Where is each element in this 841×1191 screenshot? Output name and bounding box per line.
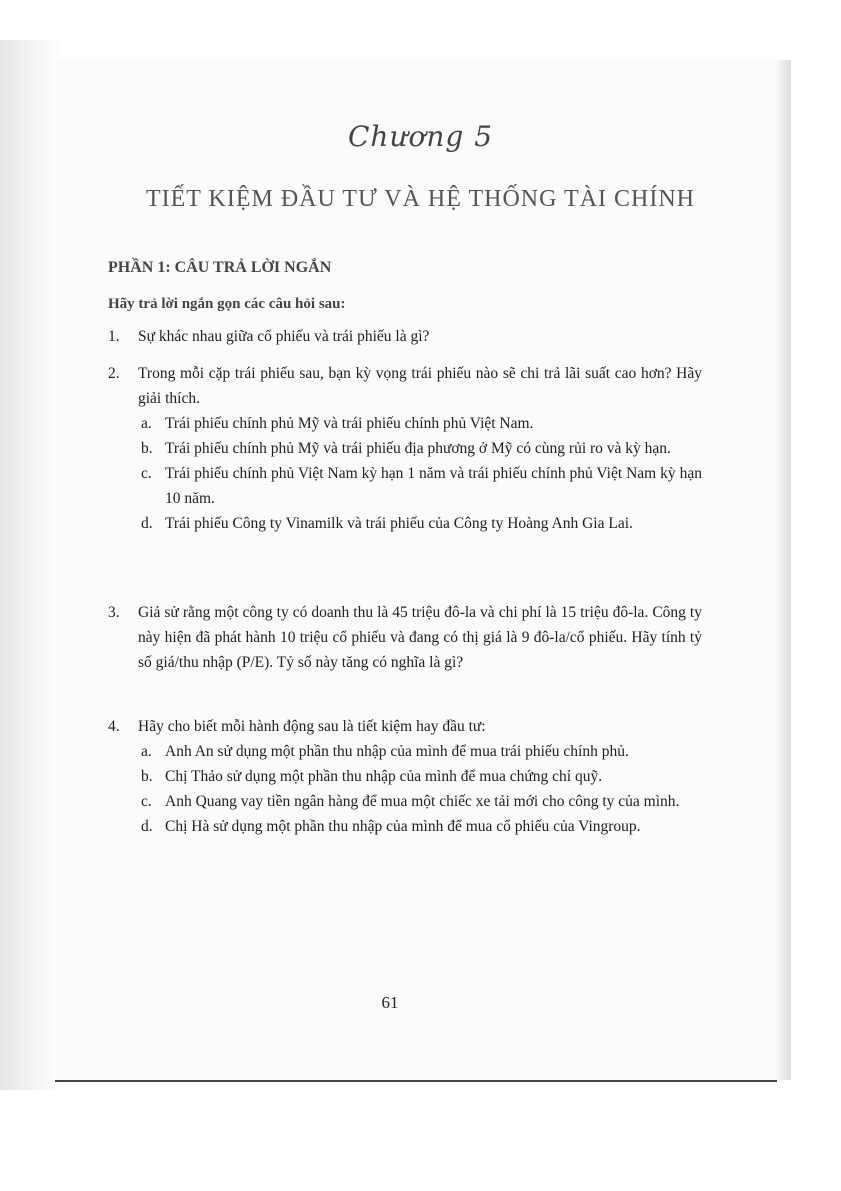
sub-item-c [108, 789, 702, 814]
part-heading: PHẦN 1: CÂU TRẢ LỜI NGẮN [108, 259, 332, 276]
sub-item-text: Trái phiếu Công ty Vinamilk và trái phiếu của Công ty Hoàng Anh Gia Lai. [165, 515, 633, 532]
sub-item-label: d. [141, 515, 153, 532]
chapter-heading: Chương 5 [347, 120, 494, 153]
sub-item-label: b. [141, 768, 153, 785]
sub-item-b [108, 436, 702, 461]
question-number: 1. [108, 328, 120, 345]
sub-item-text: Anh Quang vay tiền ngân hàng để mua một chiếc xe tải mới cho công ty của mình. [165, 793, 680, 810]
page-number: 61 [381, 993, 399, 1012]
question-text: Hãy cho biết mỗi hành động sau là tiết kiệm hay đầu tư: [138, 718, 486, 735]
question-text: Trong mỗi cặp trái phiếu sau, bạn kỳ vọng trái phiếu nào sẽ chi trả lãi suất cao hơn? Hãy giải thích. [138, 365, 702, 407]
sub-item-label: a. [141, 415, 152, 432]
sub-item-text: Trái phiếu chính phủ Việt Nam kỳ hạn 1 năm và trái phiếu chính phủ Việt Nam kỳ hạn 10 năm. [165, 465, 702, 507]
question-2 [108, 361, 702, 536]
sub-item-label: a. [141, 743, 152, 760]
question-text: Sự khác nhau giữa cổ phiếu và trái phiếu là gì? [138, 328, 430, 345]
question-text: Giả sử rằng một công ty có doanh thu là 45 triệu đô-la và chi phí là 15 triệu đô-la. Công ty này hiện đã phát hành 10 triệu cổ phiếu và đang có thị giá là 9 đô-la/cổ phiếu. Hãy tính tỷ số giá/thu nhập (P/E). Tỷ số này tăng có nghĩa là gì? [138, 604, 702, 671]
sub-item-label: d. [141, 818, 153, 835]
question-number: 2. [108, 365, 120, 382]
question-number: 3. [108, 604, 120, 621]
sub-item-label: b. [141, 440, 153, 457]
sub-item-text: Chị Thảo sử dụng một phần thu nhập của mình để mua chứng chỉ quỹ. [165, 768, 603, 785]
sub-item-d [108, 814, 702, 839]
sub-item-text: Chị Hà sử dụng một phần thu nhập của mình để mua cổ phiếu của Vingroup. [165, 818, 641, 835]
sub-item-b [108, 764, 702, 789]
sub-item-text: Anh An sử dụng một phần thu nhập của mình để mua trái phiếu chính phủ. [165, 743, 629, 760]
question-number: 4. [108, 718, 120, 735]
sub-item-c [108, 461, 702, 511]
sub-item-label: c. [141, 465, 152, 482]
question-1 [108, 324, 702, 349]
sub-item-a [108, 739, 702, 764]
sub-item-a [108, 411, 702, 436]
question-3 [108, 600, 702, 675]
sub-item-text: Trái phiếu chính phủ Mỹ và trái phiếu chính phủ Việt Nam. [165, 415, 534, 432]
sub-item-text: Trái phiếu chính phủ Mỹ và trái phiếu địa phương ở Mỹ có cùng rủi ro và kỳ hạn. [165, 440, 671, 457]
instruction: Hãy trả lời ngắn gọn các câu hỏi sau: [108, 296, 346, 312]
sub-item-d [108, 511, 702, 536]
sub-item-label: c. [141, 793, 152, 810]
question-4 [108, 714, 702, 839]
chapter-title: TIẾT KIỆM ĐẦU TƯ VÀ HỆ THỐNG TÀI CHÍNH [145, 186, 696, 212]
